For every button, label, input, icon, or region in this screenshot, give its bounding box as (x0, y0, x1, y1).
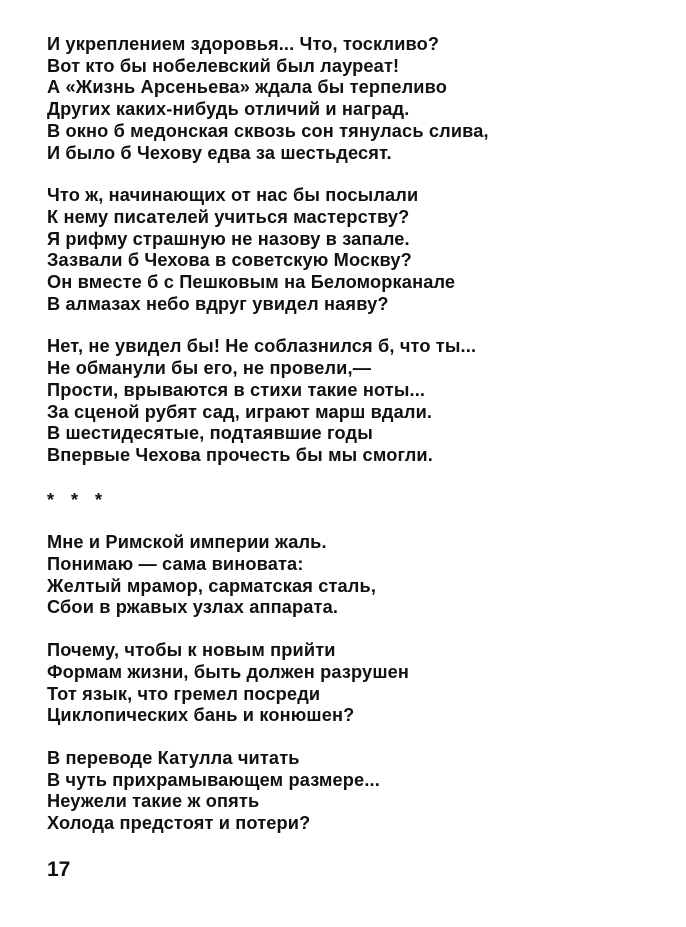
poem-line: В чуть прихрамывающем размере... (47, 769, 380, 790)
poem-line: Желтый мрамор, сарматская сталь, (47, 575, 377, 596)
poem-line: Что ж, начинающих от нас бы посылали (47, 185, 419, 206)
poem-line: Нет, не увидел бы! Не соблазнился б, что ты... (47, 336, 477, 357)
poem-line: В переводе Катулла читать (47, 747, 300, 768)
poem-line: В алмазах небо вдруг увидел наяву? (47, 293, 389, 314)
poem-line: Циклопических бань и конюшен? (47, 705, 355, 726)
poem-line: Формам жизни, быть должен разрушен (47, 661, 410, 682)
poem1-stanza-1 (47, 34, 667, 164)
poem-line: Сбои в ржавых узлах аппарата. (47, 597, 339, 618)
poem-line: Тот язык, что гремел посреди (47, 683, 321, 704)
poem2-stanza-1 (47, 532, 667, 619)
separator-gap (47, 511, 667, 532)
poem1-stanza-3 (47, 336, 667, 466)
poem-line: Зазвали б Чехова в советскую Москву? (47, 250, 412, 271)
poem-line: Мне и Римской империи жаль. (47, 532, 327, 553)
page-body (47, 34, 667, 835)
poem-line: Холода предстоят и потери? (47, 813, 311, 834)
poem-line: Почему, чтобы к новым прийти (47, 640, 336, 661)
stanza-gap (47, 164, 667, 185)
poem-line: Неужели такие ж опять (47, 791, 260, 812)
poem-line: Других каких-нибудь отличий и наград. (47, 99, 410, 120)
poem-line: Впервые Чехова прочесть бы мы смогли. (47, 444, 433, 465)
poem1-stanza-2 (47, 185, 667, 315)
poem-line: Прости, врываются в стихи такие ноты... (47, 379, 426, 400)
stanza-gap (47, 315, 667, 336)
poem-line: А «Жизнь Арсеньева» ждала бы терпеливо (47, 77, 447, 98)
section-separator: * * * (47, 489, 109, 510)
poem-line: И было б Чехову едва за шестьдесят. (47, 142, 392, 163)
poem-line: В окно б медонская сквозь сон тянулась слива, (47, 120, 489, 141)
poem2-stanza-3 (47, 748, 667, 835)
poem-line: Вот кто бы нобелевский был лауреат! (47, 55, 400, 76)
poem2-stanza-2 (47, 640, 667, 727)
poem-line: Я рифму страшную не назову в запале. (47, 228, 410, 249)
poem-line: Понимаю — сама виновата: (47, 554, 304, 575)
poem-line: К нему писателей учиться мастерству? (47, 206, 410, 227)
poem-line: Не обманули бы его, не провели,— (47, 358, 372, 379)
stanza-gap (47, 467, 667, 488)
stanza-gap (47, 619, 667, 640)
poem-line: И укреплением здоровья... Что, тоскливо? (47, 34, 440, 54)
poem-line: В шестидесятые, подтаявшие годы (47, 423, 373, 444)
poem-line: Он вместе б с Пешковым на Беломорканале (47, 272, 456, 293)
poem-line: За сценой рубят сад, играют марш вдали. (47, 401, 433, 422)
page-number: 17 (47, 858, 71, 881)
stanza-gap (47, 727, 667, 748)
